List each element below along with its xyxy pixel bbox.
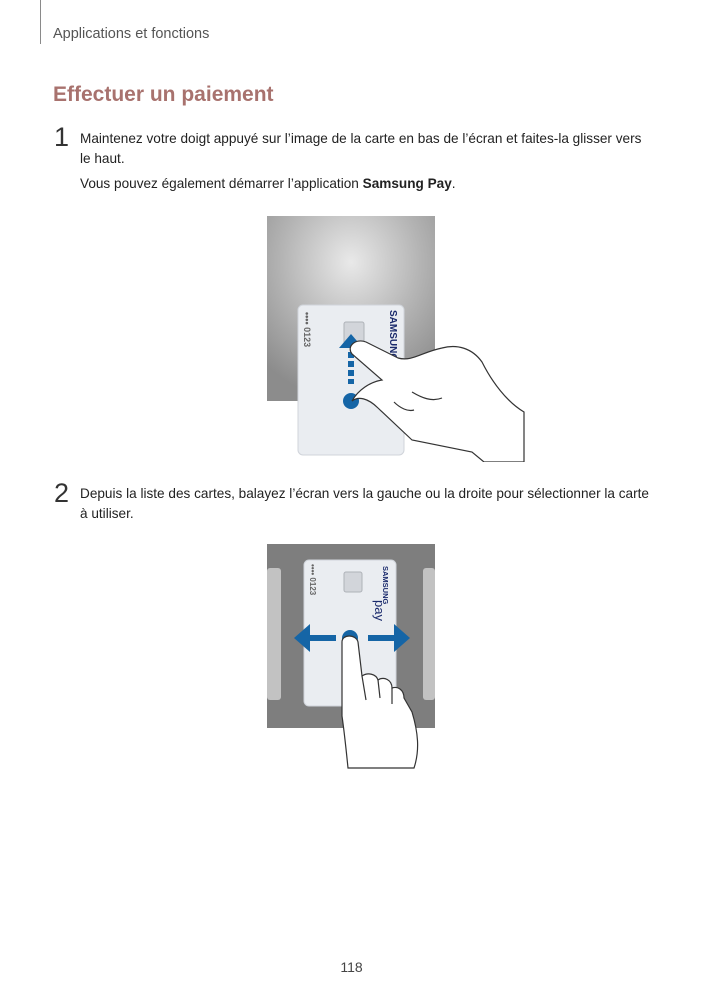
card-chip (344, 572, 362, 592)
step-1-text: Maintenez votre doigt appuyé sur l’image de la carte en bas de l’écran et faites-la glisser vers le haut. (80, 131, 642, 166)
page-title: Effectuer un paiement (53, 83, 274, 106)
figure-swipe-up (262, 212, 527, 462)
card-brand: SAMSUNG (381, 566, 390, 605)
step-2-text: Depuis la liste des cartes, balayez l’écran vers la gauche ou la droite pour sélectionner la carte à utiliser. (80, 486, 649, 521)
step-1-note (80, 176, 456, 191)
page-number: 118 (340, 959, 363, 975)
step-2-number: 2 (54, 478, 70, 508)
card-number: •••• 0123 (302, 312, 312, 348)
card-sub: pay (372, 600, 387, 621)
header-rule (40, 0, 41, 44)
note-prefix: Vous pouvez également démarrer l’application (80, 176, 363, 191)
card-brand: SAMSUNG (387, 310, 398, 362)
app-name: Samsung Pay (362, 176, 452, 191)
next-card (423, 568, 435, 700)
step-1-number: 1 (54, 122, 70, 152)
note-suffix: . (451, 176, 456, 191)
section-header: Applications et fonctions (53, 26, 210, 42)
card-number: •••• 0123 (308, 564, 317, 596)
figure-swipe-sideways (262, 540, 442, 770)
prev-card (267, 568, 281, 700)
